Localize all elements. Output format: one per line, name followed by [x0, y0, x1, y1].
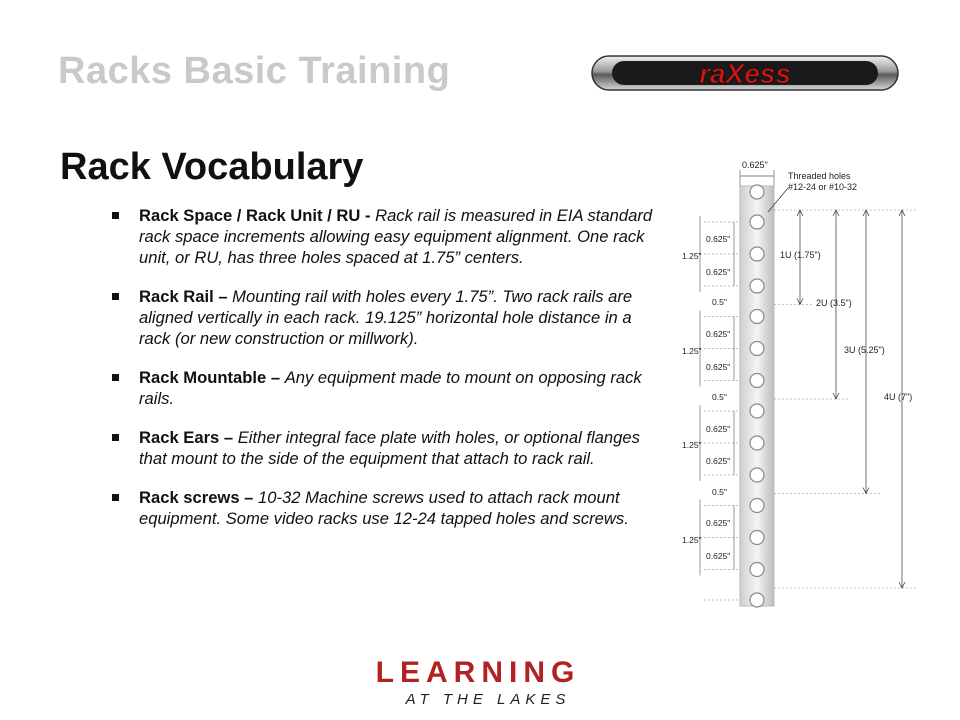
- unit-height-label: 1.25": [682, 535, 702, 545]
- hole-gap-label: 0.625": [706, 329, 731, 339]
- square-bullet-icon: [112, 434, 119, 441]
- raxess-logo: [590, 44, 900, 102]
- bullet-item: [112, 427, 662, 469]
- unit-height-label: 1.25": [682, 346, 702, 356]
- bullet-item: [112, 367, 662, 409]
- hole-gap-label: 0.625": [706, 424, 731, 434]
- unit-height-label: 1.25": [682, 251, 702, 261]
- rail-hole: [750, 563, 764, 577]
- hole-gap-label: 0.625": [706, 362, 731, 372]
- unit-label-2u: 2U (3.5"): [816, 298, 852, 308]
- threaded-holes-label: Threaded holes: [788, 171, 851, 181]
- unit-label-3u: 3U (5.25"): [844, 345, 885, 355]
- bullet-description: Rack rail is measured in EIA standard rack space increments allowing easy equipment alignment. One rack unit, or RU, has three holes spaced at 1.75” centers.: [139, 206, 653, 267]
- square-bullet-icon: [112, 212, 119, 219]
- rail-hole: [750, 531, 764, 545]
- bullet-description: Mounting rail with holes every 1.75”. Two rack rails are aligned vertically in each rack. 19.125” horizontal hole distance in a rack (or new construction or millwork).: [139, 287, 633, 348]
- rail-hole: [750, 342, 764, 356]
- bullet-separator: –: [266, 368, 285, 387]
- threaded-holes-spec: #12-24 or #10-32: [788, 182, 858, 192]
- rail-hole: [750, 468, 764, 482]
- rail-hole: [750, 247, 764, 261]
- header-title: Racks Basic Training: [58, 50, 451, 92]
- bullet-item: [112, 205, 662, 268]
- bullet-term: Rack Rail: [139, 287, 214, 306]
- rack-rail-diagram: [676, 156, 946, 608]
- bullet-separator: –: [219, 428, 238, 447]
- hole-gap-label: 0.625": [706, 518, 731, 528]
- rail-hole: [750, 436, 764, 450]
- bullet-description: Either integral face plate with holes, or optional flanges that mount to the side of the equipment that attach to rack rail.: [139, 428, 640, 468]
- bullet-separator: -: [360, 206, 376, 225]
- bullet-term: Rack Space / Rack Unit / RU: [139, 206, 361, 225]
- bullet-item: [112, 286, 662, 349]
- bullet-description: 10-32 Machine screws used to attach rack mount equipment. Some video racks use 12-24 tapped holes and screws.: [139, 488, 629, 528]
- rail-hole: [750, 499, 764, 513]
- bullet-description: Any equipment made to mount on opposing rack rails.: [139, 368, 642, 408]
- bullet-list: [112, 205, 662, 547]
- footer-line2: AT THE LAKES: [405, 691, 571, 708]
- rail-hole: [750, 310, 764, 324]
- rail-hole: [750, 215, 764, 229]
- bullet-term: Rack Ears: [139, 428, 220, 447]
- hole-gap-label: 0.625": [706, 234, 731, 244]
- rail-hole: [750, 374, 764, 388]
- square-bullet-icon: [112, 293, 119, 300]
- unit-gap-label: 0.5": [712, 487, 727, 497]
- hole-gap-label: 0.625": [706, 456, 731, 466]
- unit-height-label: 1.25": [682, 440, 702, 450]
- bullet-separator: –: [239, 488, 259, 507]
- rail-width-label: 0.625": [742, 160, 768, 170]
- unit-label-1u: 1U (1.75"): [780, 250, 821, 260]
- rail-hole: [750, 593, 764, 607]
- bullet-term: Rack Mountable: [139, 368, 267, 387]
- footer-line1: LEARNING: [375, 656, 581, 689]
- unit-gap-label: 0.5": [712, 392, 727, 402]
- logo-text: raXess: [699, 58, 791, 89]
- hole-gap-label: 0.625": [706, 267, 731, 277]
- bullet-separator: –: [213, 287, 233, 306]
- rail-hole: [750, 279, 764, 293]
- spacing-labels: [682, 234, 730, 561]
- bullet-item: [112, 487, 662, 529]
- rail-hole: [750, 404, 764, 418]
- square-bullet-icon: [112, 494, 119, 501]
- learning-at-the-lakes-logo: [348, 648, 608, 712]
- unit-gap-label: 0.5": [712, 297, 727, 307]
- unit-label-4u: 4U (7"): [884, 392, 913, 402]
- hole-gap-label: 0.625": [706, 551, 731, 561]
- square-bullet-icon: [112, 374, 119, 381]
- slide-title: Rack Vocabulary: [60, 146, 364, 188]
- bullet-term: Rack screws: [139, 488, 240, 507]
